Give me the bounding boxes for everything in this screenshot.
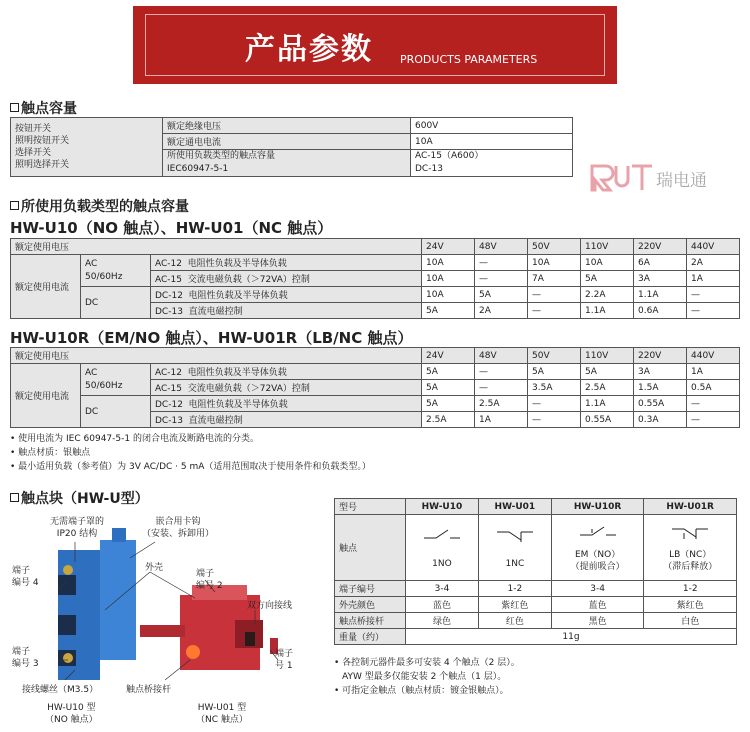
current-value-cell: 5A [422,396,475,412]
label-terminal-2: 端子 编号 2 [196,569,223,591]
model-hw-u01r: HW-U01R [644,499,737,515]
current-value-cell: 2.2A [581,287,634,303]
voltage-header: 50V [528,239,581,255]
table1-title: HW-U10（NO 触点）、HW-U01（NC 触点） [10,219,333,237]
rated-current-label: 额定通电电流 [163,134,411,150]
voltage-header: 24V [422,239,475,255]
label-terminal-4: 端子 编号 4 [12,566,39,588]
current-value-cell: 3.5A [528,380,581,396]
contact-block-table [334,498,737,645]
label-screw: 接线螺丝（M3.5） [22,685,99,695]
nc-contact-symbol [495,526,535,544]
current-value-cell: 0.5A [687,380,740,396]
contact-em-no: EM（NO） （提前吸合） [551,515,644,581]
table2-title: HW-U10R（EM/NO 触点）、HW-U01R（LB/NC 触点） [10,329,413,347]
current-value-cell: — [528,303,581,319]
svg-text:瑞电通: 瑞电通 [656,171,707,191]
label-bridge: 触点桥接杆 [126,685,172,695]
weight-value: 11g [406,629,737,645]
voltage-header: 110V [581,348,634,364]
load-type-cell: AC-15 交流电磁负载（＞72VA）控制 [151,271,422,287]
current-value-cell: 1.1A [581,303,634,319]
page-title: 产品参数 [245,32,373,67]
rated-current-label: 额定使用电流 [11,364,81,428]
rated-current-value: 10A [411,134,573,150]
current-value-cell: 2A [687,255,740,271]
current-value-cell: 5A [475,287,528,303]
dc-label: DC [81,287,151,319]
current-value-cell: 5A [422,380,475,396]
voltage-header: 220V [634,348,687,364]
current-value-cell: — [687,303,740,319]
load-notes: • 使用电流为 IEC 60947-5-1 的闭合电流及断路电流的分类。 • 触点材质：银触点 • 最小适用负载（参考值）为 3V AC/DC · 5 mA（适用范围取决于使用条件和负载类型。） [10,434,371,472]
terminal-value: 1-2 [644,581,737,597]
section-title-contact-capacity: 触点容量 [10,98,77,118]
current-value-cell: 10A [528,255,581,271]
page-subtitle: PRODUCTS PARAMETERS [400,53,538,66]
voltage-header: 110V [581,239,634,255]
rated-insulation-voltage-value: 600V [411,118,573,134]
current-value-cell: — [475,380,528,396]
current-value-cell: 2.5A [422,412,475,428]
load-table-u10-u01 [10,238,740,319]
rated-insulation-voltage-label: 额定绝缘电压 [163,118,411,134]
current-value-cell: 1A [475,412,528,428]
current-value-cell: 2A [475,303,528,319]
current-value-cell: 5A [581,271,634,287]
ac-label: AC 50/60Hz [81,364,151,396]
current-value-cell: 1.1A [634,287,687,303]
contact-1nc: 1NC [478,515,551,581]
rated-voltage-label: 额定使用电压 [11,239,422,255]
bridge-bar-value: 绿色 [406,613,479,629]
current-value-cell: 10A [422,271,475,287]
terminal-value: 3-4 [551,581,644,597]
load-type-cell: AC-12 电阻性负载及半导体负载 [151,255,422,271]
current-value-cell: 2.5A [475,396,528,412]
shell-color-value: 紫红色 [644,597,737,613]
current-value-cell: 0.55A [634,396,687,412]
voltage-header: 48V [475,348,528,364]
contact-block-notes: • 各控制元器件最多可安装 4 个触点（2 层）。 AYW 型最多仅能安装 2 个触点（1 层）。 • 可指定金触点（触点材质：镀金银触点）。 [334,658,520,696]
load-type-value: AC-15（A600） DC-13 [411,150,573,177]
red-contact-block [140,585,278,670]
contact-lb-nc: LB（NC） （滞后释放） [644,515,737,581]
voltage-header: 24V [422,348,475,364]
load-type-cell: DC-13 直流电磁控制 [151,412,422,428]
current-value-cell: — [687,287,740,303]
current-value-cell: — [475,364,528,380]
em-contact-symbol [578,523,618,541]
label-hw-u01: HW-U01 型 （NC 触点） [196,703,248,725]
current-value-cell: 1A [687,364,740,380]
voltage-header: 48V [475,239,528,255]
blue-contact-block [58,528,136,680]
shell-color-value: 蓝色 [406,597,479,613]
terminal-label: 端子编号 [335,581,406,597]
header-banner-border [145,14,605,76]
load-type-cell: AC-15 交流电磁负载（＞72VA）控制 [151,380,422,396]
shell-color-label: 外壳颜色 [335,597,406,613]
current-value-cell: — [687,396,740,412]
current-value-cell: 0.55A [581,412,634,428]
model-hw-u10r: HW-U10R [551,499,644,515]
label-shell: 外壳 [145,563,164,573]
current-value-cell: 6A [634,255,687,271]
shell-color-value: 紫红色 [478,597,551,613]
contact-capacity-table [10,117,573,177]
weight-label: 重量（约） [335,629,406,645]
current-value-cell: 0.6A [634,303,687,319]
terminal-value: 3-4 [406,581,479,597]
rated-current-label: 额定使用电流 [11,255,81,319]
rated-voltage-label: 额定使用电压 [11,348,422,364]
label-hook: 嵌合用卡钩 （安装、拆卸用） [142,517,215,539]
voltage-header: 220V [634,239,687,255]
load-table-u10r-u01r [10,347,740,428]
contact-block-illustration [30,520,330,710]
switch-types-cell: 按钮开关 照明按钮开关 选择开关 照明选择开关 [11,118,163,177]
bridge-bar-value: 红色 [478,613,551,629]
current-value-cell: 1A [687,271,740,287]
no-contact-symbol [422,526,462,544]
load-type-cell: DC-12 电阻性负载及半导体负载 [151,287,422,303]
dc-label: DC [81,396,151,428]
current-value-cell: 3A [634,364,687,380]
load-type-cell: DC-12 电阻性负载及半导体负载 [151,396,422,412]
load-type-cell: AC-12 电阻性负载及半导体负载 [151,364,422,380]
model-hw-u01: HW-U01 [478,499,551,515]
ac-label: AC 50/60Hz [81,255,151,287]
current-value-cell: — [528,287,581,303]
rdt-logo [590,160,720,194]
label-terminal-1: 端子 号 1 [275,649,294,671]
current-value-cell: — [687,412,740,428]
bridge-bar-label: 触点桥接杆 [335,613,406,629]
label-no-cover: 无需端子罩的 IP20 结构 [50,517,105,539]
contact-label: 触点 [335,515,406,581]
section-title-load-capacity: 所使用负载类型的触点容量 [10,196,189,216]
label-terminal-3: 端子 编号 3 [12,647,39,669]
current-value-cell: 10A [422,287,475,303]
label-dual-wiring: 双方向接线 [247,601,293,611]
terminal-value: 1-2 [478,581,551,597]
model-label: 型号 [335,499,406,515]
voltage-header: 440V [687,348,740,364]
current-value-cell: — [475,271,528,287]
current-value-cell: 10A [422,255,475,271]
current-value-cell: 7A [528,271,581,287]
voltage-header: 50V [528,348,581,364]
model-hw-u10: HW-U10 [406,499,479,515]
current-value-cell: — [528,412,581,428]
current-value-cell: 10A [581,255,634,271]
contact-1no: 1NO [406,515,479,581]
bridge-bar-value: 白色 [644,613,737,629]
current-value-cell: 5A [422,364,475,380]
voltage-header: 440V [687,239,740,255]
current-value-cell: 5A [422,303,475,319]
load-type-label: 所使用负载类型的触点容量 IEC60947-5-1 [163,150,411,177]
bridge-bar-value: 黑色 [551,613,644,629]
current-value-cell: 0.3A [634,412,687,428]
current-value-cell: — [528,396,581,412]
load-type-cell: DC-13 直流电磁控制 [151,303,422,319]
current-value-cell: 5A [581,364,634,380]
current-value-cell: — [475,255,528,271]
current-value-cell: 3A [634,271,687,287]
current-value-cell: 5A [528,364,581,380]
current-value-cell: 2.5A [581,380,634,396]
lb-contact-symbol [670,523,710,541]
shell-color-value: 蓝色 [551,597,644,613]
section-title-contact-block: 触点块（HW-U型） [10,488,149,508]
current-value-cell: 1.1A [581,396,634,412]
label-hw-u10: HW-U10 型 （NO 触点） [45,703,98,725]
current-value-cell: 1.5A [634,380,687,396]
